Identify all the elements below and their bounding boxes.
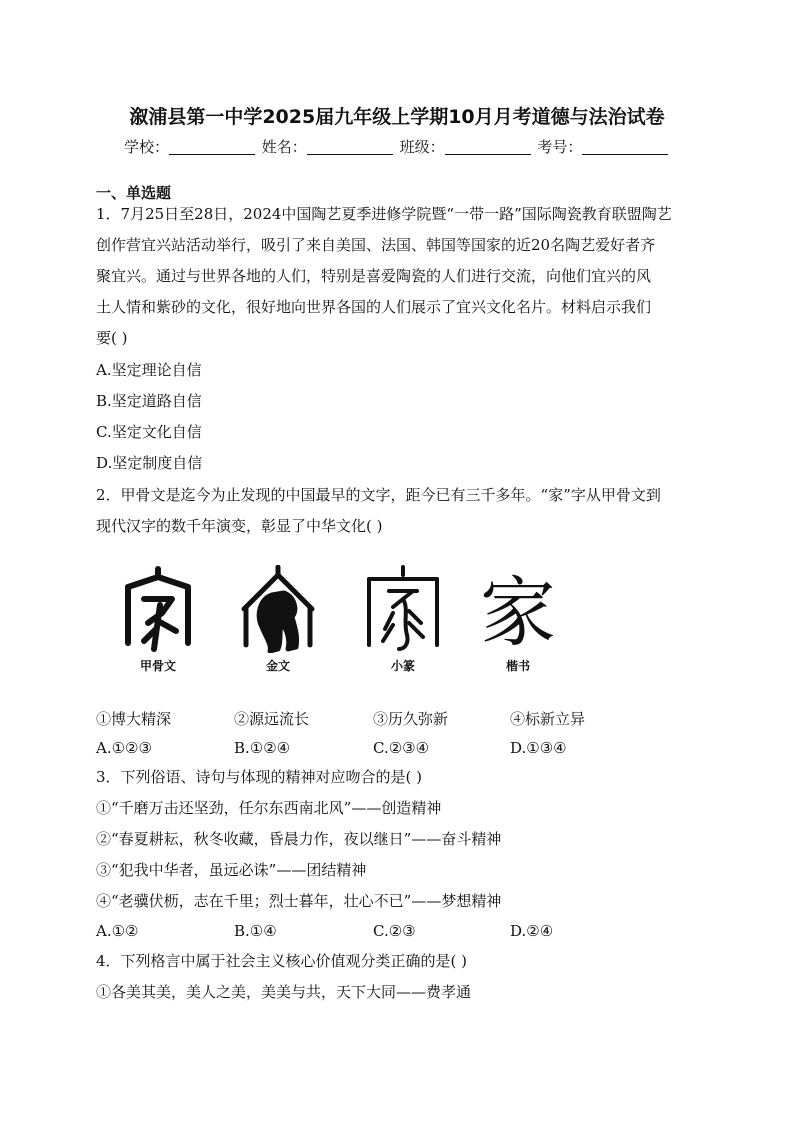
exam-title: 溆浦县第一中学2025届九年级上学期10月月考道德与法治试卷 bbox=[129, 106, 665, 128]
q3-statement-1: ①“千磨万击还坚劲，任尔东西南北风”——创造精神 bbox=[96, 799, 442, 817]
q1-option-d[interactable]: D.坚定制度自信 bbox=[96, 454, 203, 472]
school-label: 学校： bbox=[124, 138, 170, 156]
regular-script-char: 家 bbox=[480, 568, 556, 653]
name-label: 姓名： bbox=[261, 138, 307, 156]
exam-number-blank[interactable] bbox=[582, 140, 668, 155]
q3-option-d[interactable]: D.②④ bbox=[510, 922, 554, 940]
q3-statement-3: ③“犯我中华者，虽远必诛”——团结精神 bbox=[96, 861, 367, 879]
q3-statement-4: ④“老骥伏枥，志在千里；烈士暮年，壮心不已”——梦想精神 bbox=[96, 892, 502, 910]
oracle-bone-label: 甲骨文 bbox=[139, 659, 176, 673]
q2-statement-2: ②源远流长 bbox=[234, 710, 310, 728]
name-blank[interactable] bbox=[307, 140, 393, 155]
q4-line-1: 4．下列格言中属于社会主义核心价值观分类正确的是( ) bbox=[96, 952, 468, 970]
q2-statement-3: ③历久弥新 bbox=[373, 710, 449, 728]
q2-line-1: 2．甲骨文是迄今为止发现的中国最早的文字，距今已有三千多年。“家”字从甲骨文到 bbox=[96, 486, 661, 504]
q3-option-a[interactable]: A.①② bbox=[96, 922, 139, 940]
bronze-inscription-label: 金文 bbox=[265, 659, 290, 673]
school-blank[interactable] bbox=[169, 140, 255, 155]
q2-statement-4: ④标新立异 bbox=[510, 710, 586, 728]
regular-script-label: 楷书 bbox=[505, 659, 530, 673]
q2-line-2: 现代汉字的数千年演变，彰显了中华文化( ) bbox=[96, 517, 383, 535]
section-title: 一、单选题 bbox=[96, 184, 172, 202]
q1-line-1: 1．7月25日至28日，2024中国陶艺夏季进修学院暨“一带一路”国际陶瓷教育联盟陶艺 bbox=[96, 205, 672, 223]
q1-line-3: 聚宜兴。通过与世界各地的人们，特别是喜爱陶瓷的人们进行交流，向他们宜兴的风 bbox=[96, 267, 652, 285]
q1-line-5: 要( ) bbox=[96, 329, 128, 347]
small-seal-label: 小篆 bbox=[390, 659, 415, 673]
q3-option-c[interactable]: C.②③ bbox=[373, 922, 416, 940]
q3-statement-2: ②“春夏耕耘，秋冬收藏，昏晨力作，夜以继日”——奋斗精神 bbox=[96, 830, 502, 848]
q1-line-4: 土人情和紫砂的文化，很好地向世界各国的人们展示了宜兴文化名片。材料启示我们 bbox=[96, 298, 652, 316]
q2-option-d[interactable]: D.①③④ bbox=[510, 739, 567, 757]
q2-statement-1: ①博大精深 bbox=[96, 710, 172, 728]
oracle-bone-glyph bbox=[118, 565, 198, 653]
class-blank[interactable] bbox=[445, 140, 531, 155]
q2-option-c[interactable]: C.②③④ bbox=[373, 739, 430, 757]
q3-line-1: 3．下列俗语、诗句与体现的精神对应吻合的是( ) bbox=[96, 768, 423, 786]
q1-line-2: 创作营宜兴站活动举行，吸引了来自美国、法国、韩国等国家的近20名陶艺爱好者齐 bbox=[96, 236, 656, 254]
q2-option-b[interactable]: B.①②④ bbox=[234, 739, 291, 757]
bronze-inscription-glyph bbox=[238, 565, 318, 653]
q4-statement-1: ①各美其美，美人之美，美美与共，天下大同——费孝通 bbox=[96, 983, 472, 1001]
q1-option-b[interactable]: B.坚定道路自信 bbox=[96, 392, 202, 410]
exam-number-label: 考号： bbox=[537, 138, 583, 156]
jia-character-evolution-figure bbox=[118, 565, 588, 675]
small-seal-glyph bbox=[363, 565, 443, 653]
student-info-row bbox=[124, 136, 670, 157]
q1-option-a[interactable]: A.坚定理论自信 bbox=[96, 361, 202, 379]
q2-option-a[interactable]: A.①②③ bbox=[96, 739, 152, 757]
q3-option-b[interactable]: B.①④ bbox=[234, 922, 277, 940]
q1-option-c[interactable]: C.坚定文化自信 bbox=[96, 423, 202, 441]
regular-script-glyph bbox=[478, 565, 558, 653]
class-label: 班级： bbox=[399, 138, 445, 156]
